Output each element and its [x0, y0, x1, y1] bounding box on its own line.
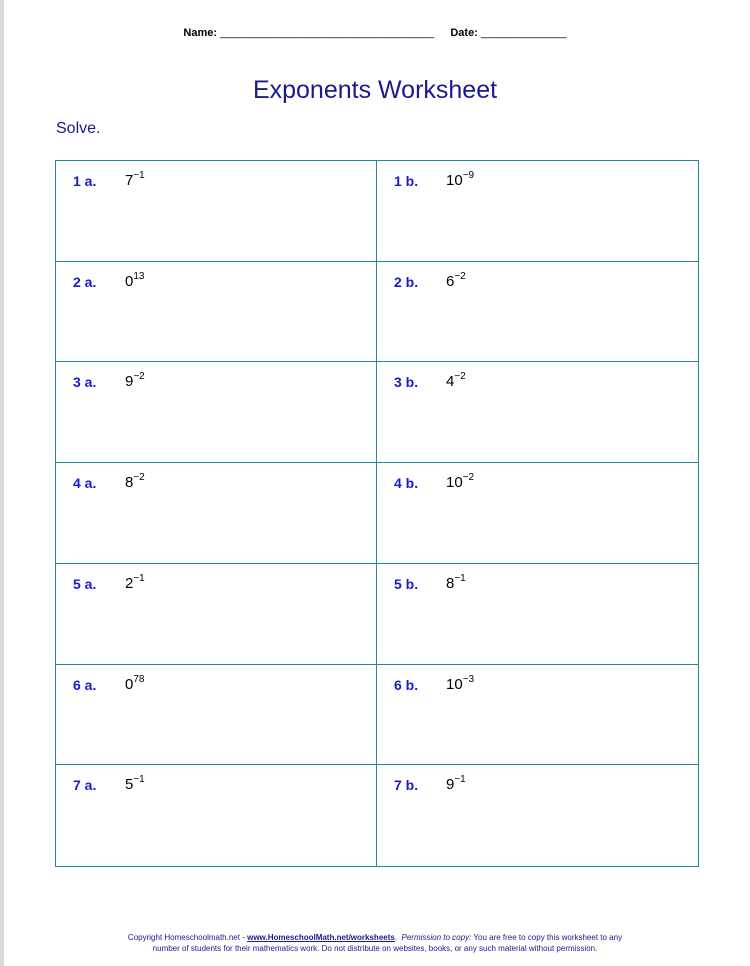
expression-base: 10 — [446, 675, 463, 693]
problem-label: 4 a. — [73, 475, 97, 492]
expression-base: 5 — [125, 776, 134, 794]
problem-cell — [377, 262, 698, 363]
problem-cell — [56, 463, 377, 564]
problem-expression — [125, 172, 145, 189]
expression-base: 4 — [446, 373, 455, 391]
problem-label: 5 a. — [73, 575, 97, 592]
problem-cell — [377, 765, 698, 866]
problem-expression — [446, 270, 466, 290]
copyright-footer — [0, 932, 750, 954]
problem-expression — [125, 373, 145, 390]
problem-cell — [377, 665, 698, 766]
problem-expression — [446, 572, 466, 592]
expression-exponent: −1 — [133, 774, 145, 786]
expression-exponent: −1 — [133, 572, 145, 584]
problem-expression — [125, 270, 145, 290]
problem-label: 1 b. — [394, 173, 419, 189]
problem-cell — [377, 161, 698, 262]
expression-exponent: −2 — [133, 371, 145, 383]
expression-exponent: −3 — [462, 673, 475, 685]
expression-base: 7 — [125, 172, 134, 189]
problem-expression — [446, 172, 474, 189]
expression-exponent: 13 — [133, 270, 145, 282]
name-date-header — [0, 27, 750, 39]
date-blank-line: ______________ — [480, 27, 567, 39]
problem-cell — [56, 362, 377, 463]
problem-cell — [56, 564, 377, 665]
problem-label: 3 a. — [73, 374, 97, 391]
problem-label: 7 b. — [394, 777, 419, 794]
expression-base: 6 — [446, 272, 455, 290]
name-blank-line: ___________________________________ — [220, 27, 435, 39]
problem-cell — [377, 564, 698, 665]
name-label: Name: — [183, 27, 218, 39]
expression-base: 9 — [125, 373, 134, 391]
problem-expression — [446, 373, 466, 390]
problem-label: 2 a. — [73, 273, 97, 290]
expression-exponent: −2 — [454, 270, 466, 282]
copyright-text: Copyright Homeschoolmath.net - — [127, 933, 248, 942]
expression-base: 8 — [125, 474, 134, 492]
problem-label: 6 a. — [73, 676, 97, 693]
permission-text: You are free to copy this worksheet to any — [471, 933, 623, 942]
problem-cell — [56, 161, 377, 262]
problem-cell — [56, 262, 377, 363]
expression-base: 10 — [446, 172, 463, 189]
problem-label: 1 a. — [73, 173, 97, 189]
problem-cell — [56, 765, 377, 866]
problem-cell — [377, 463, 698, 564]
homeschoolmath-link[interactable]: www.HomeschoolMath.net/worksheets — [247, 933, 395, 942]
expression-exponent: 78 — [133, 673, 145, 685]
footer-line-1: Copyright Homeschoolmath.net - www.HomeschoolMath.net/worksheets. Permission to copy: You are free to copy this worksheet to any — [127, 933, 623, 942]
instruction-text: Solve. — [56, 120, 101, 137]
problem-label: 4 b. — [394, 475, 419, 492]
problem-label: 3 b. — [394, 374, 419, 391]
expression-exponent: −2 — [462, 472, 475, 484]
problem-expression — [446, 673, 475, 693]
problem-expression — [125, 474, 145, 491]
problem-label: 2 b. — [394, 273, 419, 290]
problem-expression — [446, 776, 466, 793]
expression-base: 2 — [125, 574, 134, 592]
problem-expression — [125, 776, 145, 793]
problem-cell — [56, 665, 377, 766]
expression-exponent: −1 — [133, 170, 145, 181]
expression-base: 0 — [125, 272, 134, 290]
expression-exponent: −1 — [454, 774, 466, 786]
footer-line-2: number of students for their mathematics work. Do not distribute on websites, books, or any such material without permission. — [152, 944, 598, 953]
expression-exponent: −1 — [454, 572, 466, 584]
expression-exponent: −9 — [462, 170, 475, 181]
problem-grid — [55, 160, 699, 867]
expression-exponent: −2 — [454, 371, 466, 383]
expression-base: 0 — [125, 675, 134, 693]
expression-base: 9 — [446, 776, 455, 794]
permission-label: Permission to copy: — [401, 933, 472, 942]
expression-base: 8 — [446, 574, 455, 592]
worksheet-title: Exponents Worksheet — [252, 76, 498, 104]
problem-label: 5 b. — [394, 575, 419, 592]
problem-expression — [125, 673, 145, 693]
problem-label: 6 b. — [394, 676, 419, 693]
expression-base: 10 — [446, 474, 463, 492]
page-left-edge — [0, 0, 4, 966]
problem-cell — [377, 362, 698, 463]
expression-exponent: −2 — [133, 472, 145, 484]
date-label: Date: — [450, 27, 478, 39]
problem-expression — [125, 572, 145, 592]
problem-expression — [446, 474, 474, 491]
problem-label: 7 a. — [73, 777, 97, 794]
